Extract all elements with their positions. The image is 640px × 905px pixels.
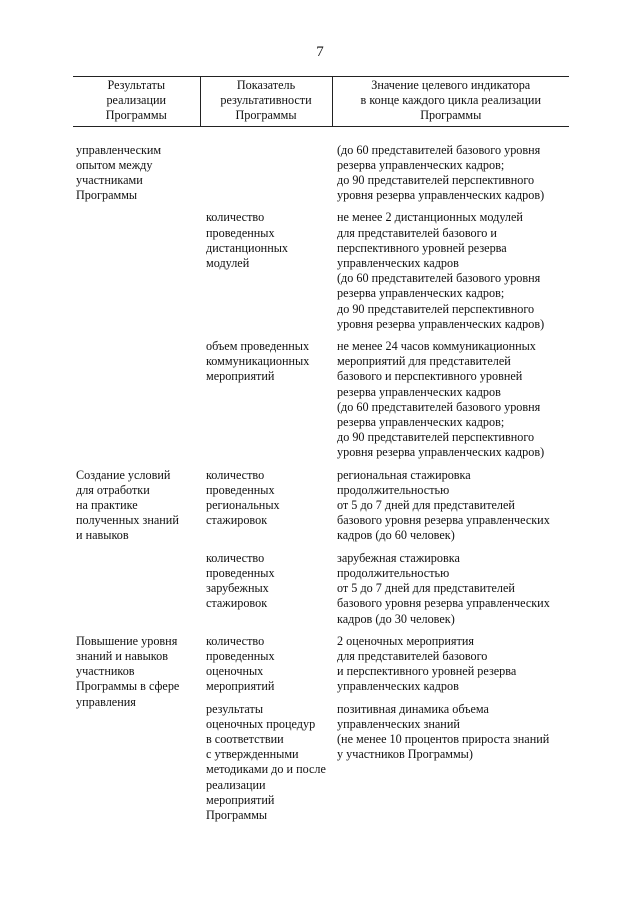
cell-indicator: количество проведенных региональных стажировок xyxy=(206,467,280,528)
table-row xyxy=(73,634,569,695)
table-header xyxy=(73,77,569,127)
cell-result: Повышение уровня знаний и навыков участников Программы в сфере управления xyxy=(76,633,180,709)
cell-value: не менее 2 дистанционных модулей для представителей базового и перспективного уровней резерва управленческих кадров (до 60 представителей базового уровня резерва управленческих кадров; до 90 представителей перспективного уровня резерва управленческих кадров) xyxy=(337,210,545,331)
cell-value: (до 60 представителей базового уровня резерва управленческих кадров; до 90 представителей перспективного уровня резерва управленческих кадров) xyxy=(337,142,545,203)
cell-indicator: результаты оценочных процедур в соответствии с утвержденными методиками до и после реализации мероприятий Программы xyxy=(206,701,326,822)
page-number: 7 xyxy=(316,44,324,60)
cell-value: 2 оценочных мероприятия для представителей базового и перспективного уровней резерва управленческих кадров xyxy=(337,633,517,694)
header-indicator-text: Показатель результативности Программы xyxy=(220,78,312,123)
header-target-value-text: Значение целевого индикатора в конце каждого цикла реализации Программы xyxy=(360,78,541,123)
cell-value: региональная стажировка продолжительностью от 5 до 7 дней для представителей базового уровня резерва управленческих кадров (до 60 человек) xyxy=(337,467,550,543)
header-results xyxy=(73,77,200,127)
cell-value: зарубежная стажировка продолжительностью от 5 до 7 дней для представителей базового уровня резерва управленческих кадров (до 30 человек) xyxy=(337,550,550,626)
cell-indicator: количество проведенных оценочных мероприятий xyxy=(206,633,275,694)
cell-value: позитивная динамика объема управленческих знаний (не менее 10 процентов прироста знаний у участников Программы) xyxy=(337,701,550,762)
table-row xyxy=(73,143,569,204)
cell-indicator: количество проведенных дистанционных модулей xyxy=(206,210,289,271)
cell-result: управленческим опытом между участниками Программы xyxy=(76,142,162,203)
cell-result: Создание условий для отработки на практике полученных знаний и навыков xyxy=(76,467,179,543)
table-row xyxy=(73,551,569,627)
table-spacer xyxy=(73,126,569,143)
table-row xyxy=(73,210,569,332)
header-target-value xyxy=(332,77,569,127)
table-row xyxy=(73,468,569,544)
header-indicator xyxy=(200,77,332,127)
cell-value: не менее 24 часов коммуникационных мероприятий для представителей базового и перспективного уровней резерва управленческих кадров (до 60 представителей базового уровня резерва управленческих кадров; до 90 представителей перспективного уровня резерва управленческих кадров) xyxy=(337,339,545,460)
program-results-table xyxy=(73,76,569,823)
header-results-text: Результаты реализации Программы xyxy=(105,78,167,123)
table-row xyxy=(73,339,569,461)
cell-indicator: объем проведенных коммуникационных мероприятий xyxy=(206,339,310,384)
cell-indicator: количество проведенных зарубежных стажировок xyxy=(206,550,275,611)
